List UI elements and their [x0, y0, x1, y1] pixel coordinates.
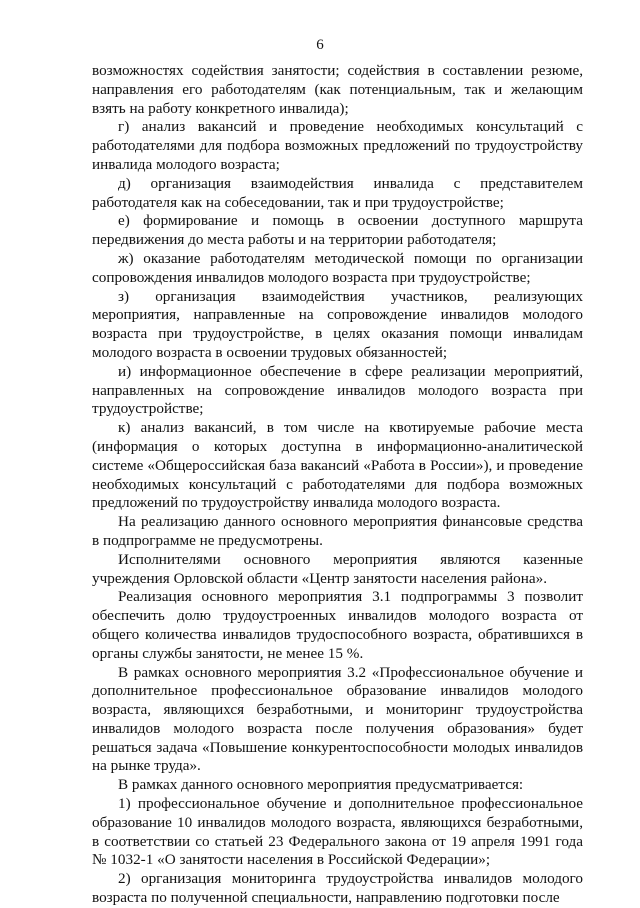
list-item-k: к) анализ вакансий, в том числе на квотируемые рабочие места (информация о которых доступна в информационно-аналитической системе «Общероссийская база вакансий «Работа в России»), и проведение необходимых консультаций с работодателями для подбора возможных предложений по трудоустройству инвалида молодого возраста.: [92, 419, 583, 512]
paragraph-continuation: возможностях содействия занятости; содействия в составлении резюме, направления его работодателям (как потенциальным, так и желающим взять на работу конкретного инвалида);: [92, 62, 583, 117]
list-item-1: 1) профессиональное обучение и дополнительное профессиональное образование 10 инвалидов молодого возраста, являющихся безработными, в соответствии со статьей 23 Федерального закона от 19 апреля 1991 года № 1032-1 «О занятости населения в Российской Федерации»;: [92, 795, 583, 869]
list-item-i: и) информационное обеспечение в сфере реализации мероприятий, направленных на сопровождение инвалидов молодого возраста при трудоустройстве;: [92, 362, 583, 418]
list-item-g: г) анализ вакансий и проведение необходимых консультаций с работодателями для подбора возможных предложений по трудоустройству инвалида молодого возраста;: [92, 118, 583, 173]
list-item-z: з) организация взаимодействия участников, реализующих мероприятия, направленные на сопровождение инвалидов молодого возраста при трудоустройстве, в целях оказания помощи инвалидам молодого возраста в освоении трудовых обязанностей;: [92, 287, 583, 361]
document-body: [92, 62, 583, 908]
list-item-d: д) организация взаимодействия инвалида с представителем работодателя как на собеседовании, так и при трудоустройстве;: [92, 174, 583, 211]
list-item-e: е) формирование и помощь в освоении доступного маршрута передвижения до места работы и на территории работодателя;: [92, 212, 583, 249]
paragraph-provisions-intro: В рамках данного основного мероприятия предусматривается:: [118, 776, 524, 794]
page-number: 6: [316, 37, 324, 53]
paragraph-result-3-1: Реализация основного мероприятия 3.1 подпрограммы 3 позволит обеспечить долю трудоустроенных инвалидов молодого возраста от общего количества инвалидов трудоспособного возраста, обратившихся в органы службы занятости, не менее 15 %.: [92, 588, 583, 662]
paragraph-financing: На реализацию данного основного мероприятия финансовые средства в подпрограмме не предусмотрены.: [92, 513, 583, 549]
paragraph-executors: Исполнителями основного мероприятия являются казенные учреждения Орловской области «Центр занятости населения района».: [92, 550, 583, 587]
list-item-zh: ж) оказание работодателям методической помощи по организации сопровождения инвалидов молодого возраста при трудоустройстве;: [92, 249, 583, 286]
paragraph-measure-3-2: В рамках основного мероприятия 3.2 «Профессиональное обучение и дополнительное профессиональное образование инвалидов молодого возраста, являющихся безработными, и мониторинг трудоустройства инвалидов молодого возраста после получения образования» будет решаться задача «Повышение конкурентоспособности молодых инвалидов на рынке труда».: [92, 663, 583, 775]
list-item-2: 2) организация мониторинга трудоустройства инвалидов молодого возраста по полученной специальности, направлению подготовки после: [92, 870, 583, 907]
